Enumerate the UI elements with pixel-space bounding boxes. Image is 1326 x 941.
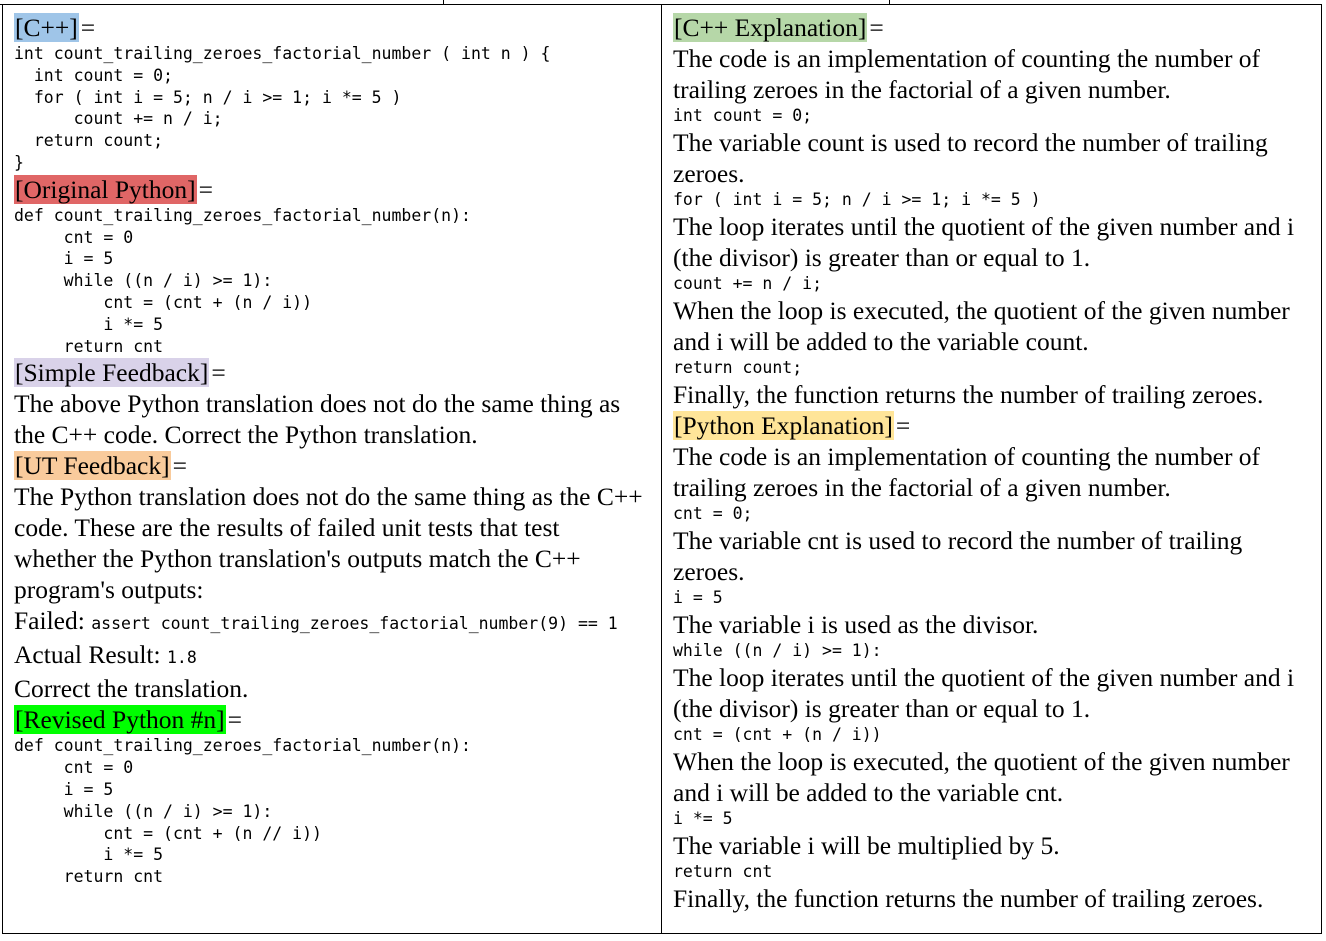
- explanation-text-line: The variable i will be multiplied by 5.: [673, 831, 1060, 860]
- original-python-heading: [Original Python] =: [15, 174, 213, 204]
- explanation-code-line: count += n / i;: [673, 274, 823, 293]
- explanation-text-line: trailing zeroes in the factorial of a given number.: [673, 473, 1171, 502]
- ut-feedback-line: code. These are the results of failed unit tests that test: [14, 513, 560, 543]
- cpp-explanation-heading: [C++ Explanation] =: [674, 13, 884, 42]
- explanation-text-line: The variable i is used as the divisor.: [673, 610, 1039, 639]
- explanation-text-line: Finally, the function returns the number of trailing zeroes.: [673, 884, 1264, 913]
- ut-feedback-line: whether the Python translation's outputs match the C++: [14, 544, 581, 574]
- left-border: [2, 4, 3, 934]
- explanation-text-line: and i will be added to the variable count.: [673, 327, 1089, 356]
- explanation-code-line: int count = 0;: [673, 106, 813, 125]
- column-divider: [661, 4, 662, 934]
- top-stub-right: [889, 0, 890, 5]
- cpp-explanation-body: [673, 43, 1318, 410]
- explanation-code-line: for ( int i = 5; n / i >= 1; i *= 5 ): [673, 190, 1041, 209]
- explanation-text-line: The variable cnt is used to record the number of trailing: [673, 526, 1243, 555]
- actual-result-label: Actual Result:: [14, 640, 161, 670]
- failed-label: Failed:: [14, 606, 85, 636]
- cpp-explanation-tag: [C++ Explanation]: [674, 13, 867, 42]
- explanation-code-line: i *= 5: [673, 809, 733, 828]
- explanation-code-line: cnt = (cnt + (n / i)): [673, 725, 882, 744]
- revised-python-heading: [Revised Python #n] =: [15, 705, 243, 735]
- explanation-text-line: trailing zeroes in the factorial of a given number.: [673, 75, 1171, 104]
- explanation-code-line: cnt = 0;: [673, 504, 753, 523]
- bottom-border: [2, 933, 1322, 934]
- simple-feedback-line: the C++ code. Correct the Python translation.: [14, 420, 478, 450]
- explanation-text-line: When the loop is executed, the quotient of the given number: [673, 747, 1290, 776]
- explanation-text-line: and i will be added to the variable cnt.: [673, 778, 1064, 807]
- ut-feedback-line: program's outputs:: [14, 575, 204, 605]
- revised-python-tag: [Revised Python #n]: [15, 705, 225, 735]
- right-column: [673, 12, 1318, 914]
- left-column: [14, 12, 654, 888]
- actual-result-line: [14, 639, 654, 673]
- explanation-code-line: i = 5: [673, 588, 723, 607]
- ut-feedback-heading: [UT Feedback] =: [15, 451, 187, 481]
- failed-line: [14, 605, 654, 639]
- simple-feedback-line: The above Python translation does not do the same thing as: [14, 389, 621, 419]
- explanation-text-line: The code is an implementation of counting the number of: [673, 442, 1261, 471]
- explanation-text-line: When the loop is executed, the quotient of the given number: [673, 296, 1290, 325]
- explanation-text-line: Finally, the function returns the number of trailing zeroes.: [673, 380, 1264, 409]
- ut-feedback-line: The Python translation does not do the same thing as the C++: [14, 482, 643, 512]
- explanation-text-line: (the divisor) is greater than or equal to 1.: [673, 694, 1091, 723]
- failed-assert-code: assert count_trailing_zeroes_factorial_number(9) == 1: [91, 614, 618, 634]
- ut-feedback-tag: [UT Feedback]: [15, 451, 170, 481]
- simple-feedback-tag: [Simple Feedback]: [15, 358, 209, 388]
- explanation-text-line: The loop iterates until the quotient of the given number and i: [673, 663, 1295, 692]
- python-explanation-tag: [Python Explanation]: [674, 411, 893, 440]
- python-explanation-heading: [Python Explanation] =: [674, 411, 911, 440]
- revised-python-code-block: def count_trailing_zeroes_factorial_number(n): cnt = 0 i = 5 while ((n / i) >= 1): cnt = (cnt + (n // i)) i *= 5 return cnt: [14, 736, 471, 887]
- original-python-code-block: def count_trailing_zeroes_factorial_number(n): cnt = 0 i = 5 while ((n / i) >= 1): cnt = (cnt + (n / i)) i *= 5 return cnt: [14, 205, 471, 356]
- explanation-code-line: return count;: [673, 358, 803, 377]
- explanation-code-line: return cnt: [673, 862, 773, 881]
- explanation-text-line: The variable count is used to record the number of trailing: [673, 128, 1268, 157]
- explanation-text-line: The code is an implementation of counting the number of: [673, 44, 1261, 73]
- explanation-text-line: (the divisor) is greater than or equal to 1.: [673, 243, 1091, 272]
- original-python-tag: [Original Python]: [15, 174, 196, 204]
- explanation-text-line: zeroes.: [673, 557, 745, 586]
- cpp-tag: [C++]: [15, 13, 78, 42]
- actual-result-value: 1.8: [166, 648, 197, 668]
- top-stub-left: [443, 0, 444, 5]
- explanation-text-line: zeroes.: [673, 159, 745, 188]
- correct-translation-text: Correct the translation.: [14, 674, 249, 704]
- right-border: [1321, 4, 1322, 934]
- cpp-heading: [C++] =: [15, 13, 96, 42]
- explanation-text-line: The loop iterates until the quotient of the given number and i: [673, 212, 1295, 241]
- cpp-code-block: int count_trailing_zeroes_factorial_number ( int n ) { int count = 0; for ( int i = 5; n / i >= 1; i *= 5 ) count += n / i; return count; }: [14, 44, 551, 172]
- python-explanation-body: [673, 441, 1318, 914]
- simple-feedback-heading: [Simple Feedback] =: [15, 358, 226, 388]
- explanation-code-line: while ((n / i) >= 1):: [673, 641, 882, 660]
